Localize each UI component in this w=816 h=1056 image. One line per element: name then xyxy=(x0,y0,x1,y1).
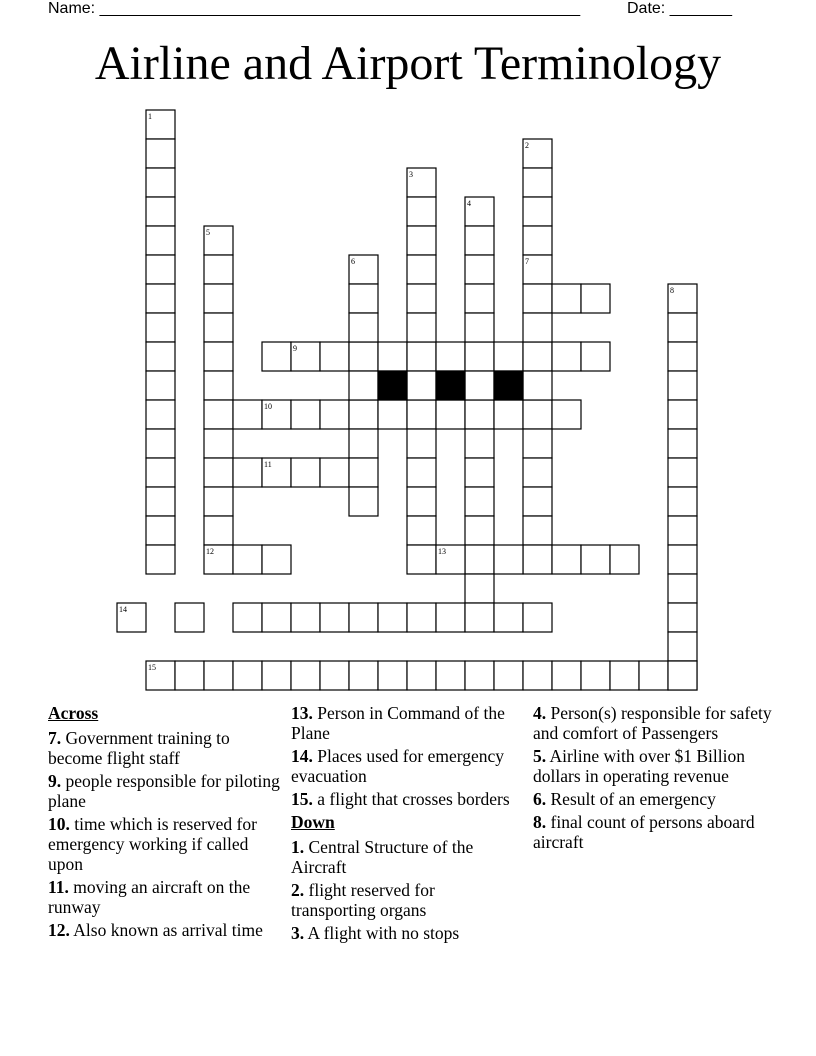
grid-cell[interactable] xyxy=(668,342,697,371)
clue-down-8 xyxy=(533,812,773,852)
grid-cell[interactable] xyxy=(436,342,465,371)
clue-number: 6. xyxy=(533,789,547,809)
grid-cell[interactable] xyxy=(668,284,697,313)
grid-cell[interactable] xyxy=(175,603,204,632)
grid-cell[interactable] xyxy=(668,632,697,661)
name-field-label: Name: ______________________________________________________ xyxy=(48,0,581,17)
black-cell xyxy=(378,371,407,400)
grid-cell[interactable] xyxy=(465,284,494,313)
grid-cell[interactable] xyxy=(523,197,552,226)
grid-cell[interactable] xyxy=(523,429,552,458)
grid-cell[interactable] xyxy=(668,545,697,574)
grid-cell[interactable] xyxy=(349,429,378,458)
grid-cell[interactable] xyxy=(204,400,233,429)
grid-cell[interactable] xyxy=(291,661,320,690)
grid-cell[interactable] xyxy=(407,255,436,284)
grid-cell[interactable] xyxy=(581,661,610,690)
clue-number: 2. xyxy=(291,880,305,900)
grid-cell[interactable] xyxy=(146,255,175,284)
cell-number: 13 xyxy=(438,547,446,556)
cell-number: 8 xyxy=(670,286,674,295)
grid-cell[interactable] xyxy=(581,284,610,313)
grid-cell[interactable] xyxy=(494,661,523,690)
grid-cell[interactable] xyxy=(407,284,436,313)
cell-number: 7 xyxy=(525,257,529,266)
grid-cell[interactable] xyxy=(146,139,175,168)
clue-across-11 xyxy=(48,877,280,917)
grid-cell[interactable] xyxy=(233,545,262,574)
grid-cell[interactable] xyxy=(523,139,552,168)
grid-cell[interactable] xyxy=(494,545,523,574)
grid-cell[interactable] xyxy=(668,487,697,516)
grid-cell[interactable] xyxy=(465,371,494,400)
grid-cell[interactable] xyxy=(204,255,233,284)
grid-cell[interactable] xyxy=(523,284,552,313)
grid-cell[interactable] xyxy=(233,603,262,632)
grid-cell[interactable] xyxy=(233,458,262,487)
grid-cell[interactable] xyxy=(291,458,320,487)
grid-cell[interactable] xyxy=(146,168,175,197)
grid-cell[interactable] xyxy=(204,313,233,342)
grid-cell[interactable] xyxy=(465,661,494,690)
grid-cell[interactable] xyxy=(407,342,436,371)
cell-number: 11 xyxy=(264,460,272,469)
clue-text: Person in Command of the Plane xyxy=(291,703,505,743)
down-heading: Down xyxy=(291,812,335,832)
cell-number: 14 xyxy=(119,605,127,614)
clue-number: 15. xyxy=(291,789,313,809)
grid-cell[interactable] xyxy=(262,603,291,632)
grid-cell[interactable] xyxy=(668,400,697,429)
grid-cell[interactable] xyxy=(204,284,233,313)
clue-number: 11. xyxy=(48,877,69,897)
grid-cell[interactable] xyxy=(146,516,175,545)
grid-cell[interactable] xyxy=(146,284,175,313)
grid-cell[interactable] xyxy=(494,603,523,632)
grid-cell[interactable] xyxy=(262,342,291,371)
black-cell xyxy=(436,371,465,400)
clue-across-7 xyxy=(48,728,280,768)
grid-cell[interactable] xyxy=(146,487,175,516)
grid-cell[interactable] xyxy=(523,226,552,255)
grid-cell[interactable] xyxy=(610,545,639,574)
grid-cell[interactable] xyxy=(523,458,552,487)
grid-cell[interactable] xyxy=(204,371,233,400)
grid-cell[interactable] xyxy=(639,661,668,690)
grid-cell[interactable] xyxy=(320,603,349,632)
clue-text: moving an aircraft on the runway xyxy=(48,877,251,917)
grid-cell[interactable] xyxy=(407,487,436,516)
grid-cell[interactable] xyxy=(291,342,320,371)
cell-number: 15 xyxy=(148,663,156,672)
clue-across-12 xyxy=(48,920,280,940)
across-heading: Across xyxy=(48,703,99,723)
grid-cell[interactable] xyxy=(465,574,494,603)
clue-number: 8. xyxy=(533,812,547,832)
clue-down-3 xyxy=(291,923,523,943)
clue-number: 14. xyxy=(291,746,313,766)
grid-cell[interactable] xyxy=(117,603,146,632)
grid-cell[interactable] xyxy=(581,342,610,371)
grid-cell[interactable] xyxy=(204,516,233,545)
grid-cell[interactable] xyxy=(465,603,494,632)
grid-cell[interactable] xyxy=(581,545,610,574)
clue-text: Places used for emergency evacuation xyxy=(291,746,505,786)
grid-cell[interactable] xyxy=(436,603,465,632)
grid-cell[interactable] xyxy=(291,400,320,429)
grid-cell[interactable] xyxy=(436,400,465,429)
grid-cell[interactable] xyxy=(407,168,436,197)
date-field-label: Date: _______ xyxy=(627,0,732,17)
cell-number: 6 xyxy=(351,257,355,266)
grid-cell[interactable] xyxy=(407,400,436,429)
grid-cell[interactable] xyxy=(146,371,175,400)
grid-cell[interactable] xyxy=(320,400,349,429)
grid-cell[interactable] xyxy=(320,342,349,371)
cell-number: 5 xyxy=(206,228,210,237)
clue-text: Result of an emergency xyxy=(550,789,716,809)
grid-cell[interactable] xyxy=(262,545,291,574)
grid-cell[interactable] xyxy=(552,661,581,690)
grid-cell[interactable] xyxy=(465,313,494,342)
grid-cell[interactable] xyxy=(349,284,378,313)
grid-cell[interactable] xyxy=(349,458,378,487)
grid-cell[interactable] xyxy=(146,197,175,226)
clue-text: Central Structure of the Aircraft xyxy=(291,837,474,877)
grid-cell[interactable] xyxy=(465,429,494,458)
grid-cell[interactable] xyxy=(204,429,233,458)
clue-text: Person(s) responsible for safety and comfort of Passengers xyxy=(533,703,772,743)
grid-cell[interactable] xyxy=(349,487,378,516)
grid-cell[interactable] xyxy=(436,545,465,574)
grid-cell[interactable] xyxy=(146,313,175,342)
grid-cell[interactable] xyxy=(668,429,697,458)
grid-cell[interactable] xyxy=(146,342,175,371)
grid-cell[interactable] xyxy=(407,516,436,545)
grid-cell[interactable] xyxy=(523,255,552,284)
grid-cell[interactable] xyxy=(494,400,523,429)
clue-column-2 xyxy=(291,703,523,946)
grid-cell[interactable] xyxy=(668,603,697,632)
grid-cell[interactable] xyxy=(233,400,262,429)
clue-down-1 xyxy=(291,837,523,877)
clue-number: 1. xyxy=(291,837,305,857)
clue-text: flight reserved for transporting organs xyxy=(291,880,435,920)
clue-column-3 xyxy=(533,703,773,855)
clue-across-13 xyxy=(291,703,523,743)
clue-number: 10. xyxy=(48,814,70,834)
clue-number: 3. xyxy=(291,923,305,943)
grid-cell[interactable] xyxy=(349,313,378,342)
grid-cell[interactable] xyxy=(668,371,697,400)
grid-cell[interactable] xyxy=(349,342,378,371)
grid-cell[interactable] xyxy=(523,371,552,400)
clue-text: a flight that crosses borders xyxy=(317,789,510,809)
page-title: Airline and Airport Terminology xyxy=(94,37,722,90)
clue-across-14 xyxy=(291,746,523,786)
grid-cell[interactable] xyxy=(291,603,320,632)
grid-cell[interactable] xyxy=(523,313,552,342)
clue-number: 12. xyxy=(48,920,70,940)
clue-down-4 xyxy=(533,703,773,743)
clue-text: final count of persons aboard aircraft xyxy=(533,812,755,852)
grid-cell[interactable] xyxy=(523,487,552,516)
grid-cell[interactable] xyxy=(407,226,436,255)
clue-number: 4. xyxy=(533,703,547,723)
clue-text: A flight with no stops xyxy=(307,923,460,943)
grid-cell[interactable] xyxy=(262,661,291,690)
clue-text: time which is reserved for emergency working if called upon xyxy=(48,814,257,874)
grid-cell[interactable] xyxy=(465,458,494,487)
cell-number: 12 xyxy=(206,547,214,556)
grid-cell[interactable] xyxy=(407,313,436,342)
grid-cell[interactable] xyxy=(668,574,697,603)
clue-text: people responsible for piloting plane xyxy=(48,771,280,811)
clue-number: 13. xyxy=(291,703,313,723)
grid-cell[interactable] xyxy=(349,255,378,284)
grid-cell[interactable] xyxy=(320,458,349,487)
header xyxy=(0,0,816,22)
clue-text: Airline with over $1 Billion dollars in operating revenue xyxy=(533,746,745,786)
grid-cell[interactable] xyxy=(465,400,494,429)
grid-cell[interactable] xyxy=(494,342,523,371)
clue-down-2 xyxy=(291,880,523,920)
grid-cell[interactable] xyxy=(552,400,581,429)
grid-cell[interactable] xyxy=(523,516,552,545)
clue-number: 5. xyxy=(533,746,547,766)
grid-cell[interactable] xyxy=(465,516,494,545)
clue-across-10 xyxy=(48,814,280,874)
clue-down-5 xyxy=(533,746,773,786)
grid-cell[interactable] xyxy=(204,342,233,371)
grid-cell[interactable] xyxy=(465,226,494,255)
clue-across-15 xyxy=(291,789,523,809)
grid-cell[interactable] xyxy=(378,400,407,429)
cell-number: 10 xyxy=(264,402,272,411)
grid-cell[interactable] xyxy=(668,516,697,545)
clue-down-6 xyxy=(533,789,773,809)
clue-number: 9. xyxy=(48,771,62,791)
grid-cell[interactable] xyxy=(436,661,465,690)
cell-number: 2 xyxy=(525,141,529,150)
clue-column-1 xyxy=(48,703,280,943)
grid-cell[interactable] xyxy=(146,458,175,487)
grid-cell[interactable] xyxy=(320,661,349,690)
grid-cell[interactable] xyxy=(349,661,378,690)
cell-number: 3 xyxy=(409,170,413,179)
grid-cell[interactable] xyxy=(465,197,494,226)
grid-cell[interactable] xyxy=(407,371,436,400)
grid-cell[interactable] xyxy=(552,342,581,371)
grid-cell[interactable] xyxy=(552,284,581,313)
grid-cell[interactable] xyxy=(407,603,436,632)
grid-cell[interactable] xyxy=(523,342,552,371)
grid-cell[interactable] xyxy=(204,545,233,574)
grid-cell[interactable] xyxy=(523,168,552,197)
clue-across-9 xyxy=(48,771,280,811)
black-cell xyxy=(494,371,523,400)
grid-cell[interactable] xyxy=(233,661,262,690)
grid-cell[interactable] xyxy=(349,400,378,429)
grid-cell[interactable] xyxy=(262,458,291,487)
cell-number: 9 xyxy=(293,344,297,353)
clue-text: Government training to become flight staff xyxy=(48,728,230,768)
grid-cell[interactable] xyxy=(378,342,407,371)
grid-cell[interactable] xyxy=(552,545,581,574)
grid-cell[interactable] xyxy=(146,110,175,139)
grid-cell[interactable] xyxy=(465,545,494,574)
grid-cell[interactable] xyxy=(523,400,552,429)
grid-cell[interactable] xyxy=(407,458,436,487)
grid-cell[interactable] xyxy=(204,226,233,255)
grid-cell[interactable] xyxy=(349,371,378,400)
grid-cell[interactable] xyxy=(465,255,494,284)
grid-cell[interactable] xyxy=(407,661,436,690)
cell-number: 1 xyxy=(148,112,152,121)
grid-cell[interactable] xyxy=(523,545,552,574)
grid-cell[interactable] xyxy=(407,545,436,574)
grid-cell[interactable] xyxy=(175,661,204,690)
grid-cell[interactable] xyxy=(262,400,291,429)
grid-cell[interactable] xyxy=(465,342,494,371)
grid-cell[interactable] xyxy=(146,226,175,255)
grid-cell[interactable] xyxy=(668,313,697,342)
grid-cell[interactable] xyxy=(146,545,175,574)
grid-cell[interactable] xyxy=(204,458,233,487)
grid-cell[interactable] xyxy=(407,429,436,458)
grid-cell[interactable] xyxy=(146,400,175,429)
clue-text: Also known as arrival time xyxy=(73,920,263,940)
grid-cell[interactable] xyxy=(146,429,175,458)
grid-cell[interactable] xyxy=(523,661,552,690)
cell-number: 4 xyxy=(467,199,471,208)
clue-number: 7. xyxy=(48,728,62,748)
grid-cell[interactable] xyxy=(146,661,175,690)
grid-cell[interactable] xyxy=(610,661,639,690)
grid-cell[interactable] xyxy=(465,487,494,516)
grid-cell[interactable] xyxy=(407,197,436,226)
grid-cell[interactable] xyxy=(668,458,697,487)
grid-cell[interactable] xyxy=(204,661,233,690)
grid-cell[interactable] xyxy=(668,661,697,690)
grid-cell[interactable] xyxy=(349,603,378,632)
grid-cell[interactable] xyxy=(378,661,407,690)
grid-cell[interactable] xyxy=(378,603,407,632)
grid-cell[interactable] xyxy=(204,487,233,516)
grid-cell[interactable] xyxy=(523,603,552,632)
